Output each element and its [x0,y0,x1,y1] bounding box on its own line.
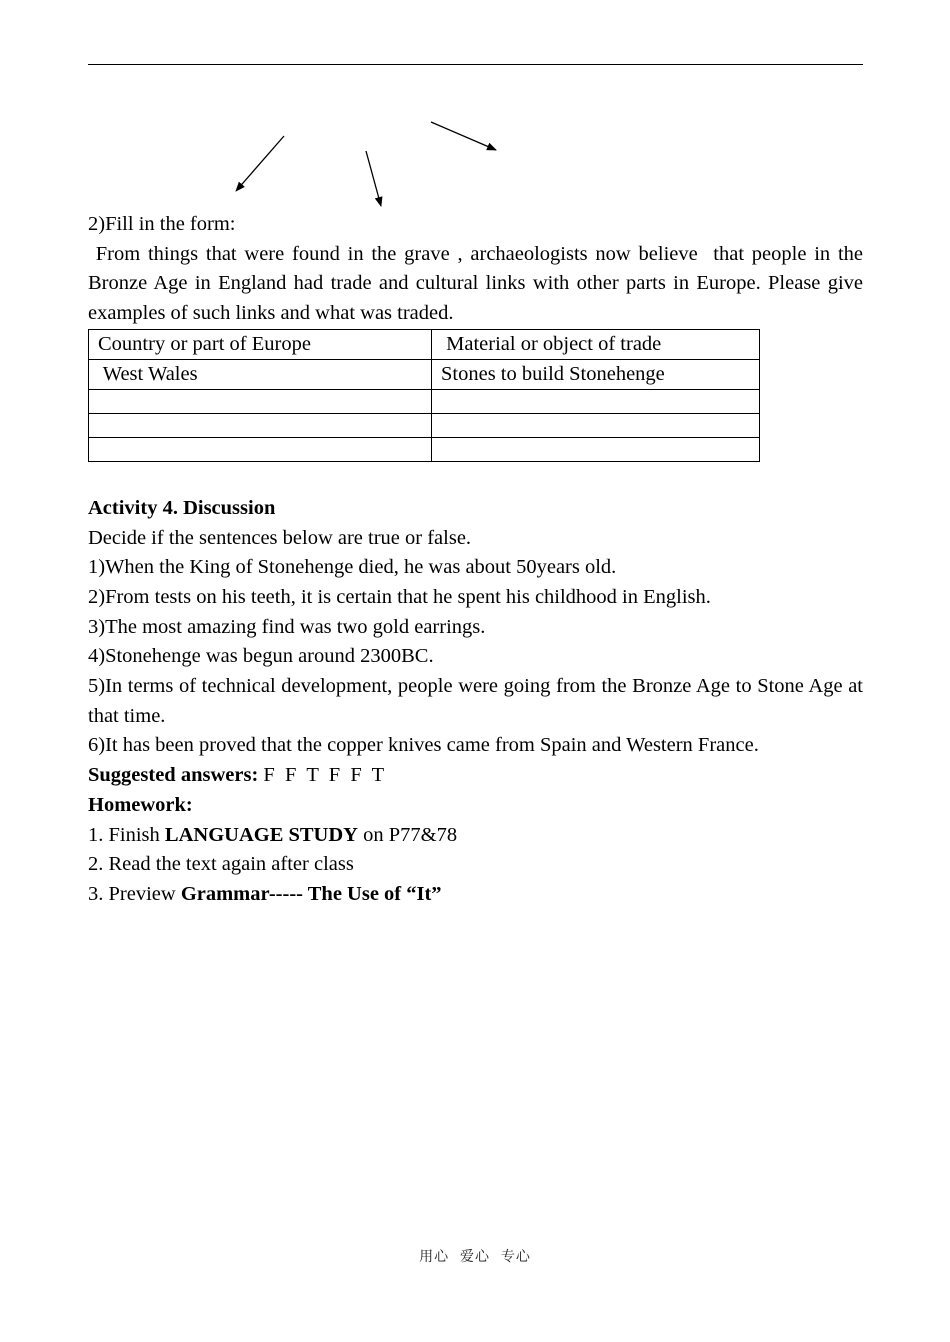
fill-form-heading: 2)Fill in the form: [88,213,236,235]
arrow-right-icon [431,122,496,150]
table-header-cell: Material or object of trade [432,329,760,359]
sentence-4: 4)Stonehenge was begun around 2300BC. [88,645,434,668]
sentence-6: 6)It has been proved that the copper knives came from Spain and Western France. [88,734,759,757]
homework-item-2: 2. Read the text again after class [88,853,354,876]
answers-label: Suggested answers: [88,764,259,787]
arrow-down-icon [366,151,381,206]
diagram-arrows [0,0,950,230]
sentence-3: 3)The most amazing find was two gold earrings. [88,615,486,638]
arrow-left-icon [236,136,284,191]
activity-title: Activity 4. Discussion [88,496,276,519]
homework-item-3: 3. Preview Grammar----- The Use of “It” [88,882,442,905]
table-cell[interactable] [89,413,432,437]
fill-form-intro: From things that were found in the grave , archaeologists now believe that people in the Bronze Age in England had trade and cultural links with other parts in Europe. Please give examples of such links and what was traded. [88,242,869,325]
table-row [89,413,760,437]
table-header-cell: Country or part of Europe [89,329,432,359]
table-cell[interactable] [432,389,760,413]
table-cell[interactable] [432,437,760,461]
table-row [89,437,760,461]
table-header-row [89,329,760,359]
table-row [89,389,760,413]
activity-instruction: Decide if the sentences below are true or false. [88,526,472,549]
table-row [89,359,760,389]
sentence-1: 1)When the King of Stonehenge died, he was about 50years old. [88,556,617,579]
sentence-5: 5)In terms of technical development, people were going from the Bronze Age to Stone Age at that time. [88,675,863,727]
suggested-answers [88,761,863,791]
table-cell[interactable] [89,389,432,413]
trade-table [88,329,760,462]
homework-title: Homework: [88,793,193,816]
answers-value: F F T F F T [258,764,385,787]
table-cell: West Wales [89,359,432,389]
table-cell: Stones to build Stonehenge [432,359,760,389]
sentence-2: 2)From tests on his teeth, it is certain that he spent his childhood in English. [88,585,711,608]
page-footer: 用心 爱心 专心 [419,1249,531,1265]
table-cell[interactable] [432,413,760,437]
document-body [88,210,869,910]
homework-item-1: 1. Finish LANGUAGE STUDY on P77&78 [88,823,458,846]
table-cell[interactable] [89,437,432,461]
section-gap [88,462,863,494]
